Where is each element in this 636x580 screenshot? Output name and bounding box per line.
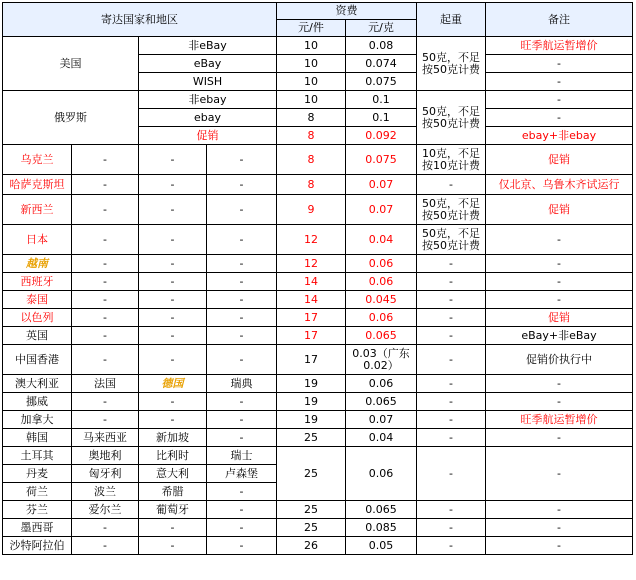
min-weight: - xyxy=(417,519,486,537)
country-cell: 马来西亚 xyxy=(72,429,139,447)
country-cell: - xyxy=(72,145,139,175)
country-cell: - xyxy=(72,225,139,255)
min-weight: 50克，不足按50克计费 xyxy=(417,225,486,255)
country-cell: - xyxy=(207,175,277,195)
country-cell: - xyxy=(207,345,277,375)
country-cell: - xyxy=(139,393,207,411)
platform-label: WISH xyxy=(139,73,277,91)
remark: - xyxy=(486,73,633,91)
remark: - xyxy=(486,429,633,447)
country-cell: 意大利 xyxy=(139,465,207,483)
remark: - xyxy=(486,393,633,411)
country-cell: 以色列 xyxy=(3,309,72,327)
price-per-item: 8 xyxy=(277,127,346,145)
price-per-gram: 0.065 xyxy=(346,501,417,519)
country-cell: 土耳其 xyxy=(3,447,72,465)
min-weight: - xyxy=(417,537,486,555)
remark: 促销 xyxy=(486,195,633,225)
price-per-item: 26 xyxy=(277,537,346,555)
price-per-gram: 0.045 xyxy=(346,291,417,309)
min-weight: - xyxy=(417,345,486,375)
remark: eBay+非eBay xyxy=(486,327,633,345)
country-cell: 希腊 xyxy=(139,483,207,501)
country-cell: - xyxy=(72,411,139,429)
country-cell: - xyxy=(139,345,207,375)
price-per-item: 25 xyxy=(277,501,346,519)
country-cell: 新加坡 xyxy=(139,429,207,447)
platform-label: eBay xyxy=(139,55,277,73)
country-usa: 美国 xyxy=(3,37,139,91)
price-per-gram: 0.085 xyxy=(346,519,417,537)
country-cell: 丹麦 xyxy=(3,465,72,483)
country-cell: - xyxy=(207,145,277,175)
country-cell: - xyxy=(72,519,139,537)
country-cell: - xyxy=(72,291,139,309)
min-weight: - xyxy=(417,447,486,501)
remark: ebay+非ebay xyxy=(486,127,633,145)
platform-label: 非ebay xyxy=(139,91,277,109)
country-cell: - xyxy=(139,195,207,225)
country-cell: - xyxy=(207,291,277,309)
price-per-gram: 0.075 xyxy=(346,145,417,175)
country-cell: 新西兰 xyxy=(3,195,72,225)
header-min-weight: 起重 xyxy=(417,3,486,37)
country-cell: - xyxy=(207,255,277,273)
country-cell: - xyxy=(139,519,207,537)
remark: 促销 xyxy=(486,309,633,327)
country-cell: - xyxy=(139,309,207,327)
country-cell: - xyxy=(207,273,277,291)
country-cell: - xyxy=(139,327,207,345)
country-cell: 卢森堡 xyxy=(207,465,277,483)
country-russia: 俄罗斯 xyxy=(3,91,139,145)
price-per-gram: 0.08 xyxy=(346,37,417,55)
price-per-item: 19 xyxy=(277,393,346,411)
price-per-item: 8 xyxy=(277,145,346,175)
price-per-item: 10 xyxy=(277,37,346,55)
header-per-gram: 元/克 xyxy=(346,20,417,37)
min-weight: - xyxy=(417,255,486,273)
country-cell: 匈牙利 xyxy=(72,465,139,483)
country-cell: - xyxy=(139,255,207,273)
min-weight: - xyxy=(417,327,486,345)
country-cell: 挪威 xyxy=(3,393,72,411)
price-per-item: 8 xyxy=(277,175,346,195)
remark: 促销 xyxy=(486,145,633,175)
price-per-item: 19 xyxy=(277,375,346,393)
remark: 促销价执行中 xyxy=(486,345,633,375)
country-cell: - xyxy=(207,537,277,555)
price-per-gram: 0.075 xyxy=(346,73,417,91)
price-per-gram: 0.1 xyxy=(346,109,417,127)
country-cell: - xyxy=(207,483,277,501)
price-per-item: 17 xyxy=(277,345,346,375)
platform-label: 促销 xyxy=(139,127,277,145)
country-cell: 英国 xyxy=(3,327,72,345)
country-cell: 瑞士 xyxy=(207,447,277,465)
remark: - xyxy=(486,291,633,309)
price-per-gram: 0.074 xyxy=(346,55,417,73)
price-per-item: 10 xyxy=(277,91,346,109)
remark: 旺季航运暂增价 xyxy=(486,411,633,429)
remark: - xyxy=(486,91,633,109)
price-per-gram: 0.07 xyxy=(346,175,417,195)
remark: 仅北京、乌鲁木齐试运行 xyxy=(486,175,633,195)
country-cell: 越南 xyxy=(3,255,72,273)
country-cell: - xyxy=(139,291,207,309)
country-cell: 哈萨克斯坦 xyxy=(3,175,72,195)
price-per-gram: 0.06 xyxy=(346,255,417,273)
price-per-gram: 0.06 xyxy=(346,447,417,501)
header-country: 寄达国家和地区 xyxy=(3,3,277,37)
price-per-item: 25 xyxy=(277,447,346,501)
price-per-gram: 0.065 xyxy=(346,327,417,345)
min-weight: 50克，不足按50克计费 xyxy=(417,91,486,145)
country-cell: - xyxy=(72,255,139,273)
country-cell: 比利时 xyxy=(139,447,207,465)
country-cell: - xyxy=(207,411,277,429)
price-per-item: 10 xyxy=(277,55,346,73)
price-per-gram: 0.05 xyxy=(346,537,417,555)
country-cell: - xyxy=(207,195,277,225)
country-cell: - xyxy=(72,195,139,225)
country-cell: 法国 xyxy=(72,375,139,393)
country-cell: - xyxy=(72,273,139,291)
price-per-gram: 0.03（广东0.02） xyxy=(346,345,417,375)
country-cell: 芬兰 xyxy=(3,501,72,519)
price-per-item: 25 xyxy=(277,429,346,447)
country-cell: - xyxy=(207,309,277,327)
country-cell: 瑞典 xyxy=(207,375,277,393)
remark: - xyxy=(486,501,633,519)
min-weight: - xyxy=(417,393,486,411)
platform-label: 非eBay xyxy=(139,37,277,55)
country-cell: 墨西哥 xyxy=(3,519,72,537)
remark: - xyxy=(486,537,633,555)
country-cell: 波兰 xyxy=(72,483,139,501)
country-cell: 日本 xyxy=(3,225,72,255)
country-cell: - xyxy=(207,519,277,537)
price-per-gram: 0.092 xyxy=(346,127,417,145)
country-cell: - xyxy=(139,273,207,291)
header-fee: 资费 xyxy=(277,3,417,20)
price-per-gram: 0.06 xyxy=(346,375,417,393)
min-weight: - xyxy=(417,273,486,291)
country-cell: - xyxy=(72,393,139,411)
price-per-gram: 0.07 xyxy=(346,195,417,225)
country-cell: - xyxy=(207,429,277,447)
country-cell: - xyxy=(72,309,139,327)
min-weight: - xyxy=(417,291,486,309)
price-per-item: 8 xyxy=(277,109,346,127)
price-per-item: 19 xyxy=(277,411,346,429)
price-per-item: 25 xyxy=(277,519,346,537)
country-cell: - xyxy=(72,327,139,345)
remark: - xyxy=(486,519,633,537)
min-weight: - xyxy=(417,309,486,327)
country-cell: - xyxy=(139,175,207,195)
price-per-gram: 0.06 xyxy=(346,309,417,327)
price-per-item: 17 xyxy=(277,327,346,345)
country-cell: 荷兰 xyxy=(3,483,72,501)
remark: - xyxy=(486,375,633,393)
country-cell: 泰国 xyxy=(3,291,72,309)
country-cell: - xyxy=(139,145,207,175)
shipping-rate-table xyxy=(2,2,633,555)
min-weight: - xyxy=(417,429,486,447)
country-cell: 沙特阿拉伯 xyxy=(3,537,72,555)
min-weight: 50克，不足按50克计费 xyxy=(417,37,486,91)
country-cell: 西班牙 xyxy=(3,273,72,291)
country-cell: - xyxy=(72,537,139,555)
min-weight: - xyxy=(417,411,486,429)
platform-label: ebay xyxy=(139,109,277,127)
country-cell: 爱尔兰 xyxy=(72,501,139,519)
remark: - xyxy=(486,55,633,73)
country-cell: 澳大利亚 xyxy=(3,375,72,393)
country-cell: - xyxy=(207,501,277,519)
header-per-item: 元/件 xyxy=(277,20,346,37)
country-cell: - xyxy=(207,225,277,255)
min-weight: - xyxy=(417,175,486,195)
country-cell: - xyxy=(139,537,207,555)
country-cell: 中国香港 xyxy=(3,345,72,375)
country-cell: - xyxy=(72,345,139,375)
country-cell: - xyxy=(72,175,139,195)
min-weight: - xyxy=(417,501,486,519)
price-per-gram: 0.06 xyxy=(346,273,417,291)
country-cell: 德国 xyxy=(139,375,207,393)
price-per-gram: 0.065 xyxy=(346,393,417,411)
price-per-item: 10 xyxy=(277,73,346,91)
price-per-gram: 0.04 xyxy=(346,429,417,447)
country-cell: 韩国 xyxy=(3,429,72,447)
header-remark: 备注 xyxy=(486,3,633,37)
country-cell: 葡萄牙 xyxy=(139,501,207,519)
price-per-item: 12 xyxy=(277,255,346,273)
price-per-item: 14 xyxy=(277,273,346,291)
min-weight: - xyxy=(417,375,486,393)
country-cell: - xyxy=(139,225,207,255)
remark: - xyxy=(486,273,633,291)
country-cell: 乌克兰 xyxy=(3,145,72,175)
price-per-item: 17 xyxy=(277,309,346,327)
country-cell: - xyxy=(207,393,277,411)
remark: - xyxy=(486,255,633,273)
price-per-item: 14 xyxy=(277,291,346,309)
price-per-item: 9 xyxy=(277,195,346,225)
min-weight: 10克，不足按10克计费 xyxy=(417,145,486,175)
remark: 旺季航运暂增价 xyxy=(486,37,633,55)
remark: - xyxy=(486,447,633,501)
price-per-gram: 0.04 xyxy=(346,225,417,255)
price-per-item: 12 xyxy=(277,225,346,255)
price-per-gram: 0.07 xyxy=(346,411,417,429)
country-cell: 加拿大 xyxy=(3,411,72,429)
remark: - xyxy=(486,109,633,127)
price-per-gram: 0.1 xyxy=(346,91,417,109)
country-cell: - xyxy=(207,327,277,345)
min-weight: 50克，不足按50克计费 xyxy=(417,195,486,225)
remark: - xyxy=(486,225,633,255)
country-cell: - xyxy=(139,411,207,429)
country-cell: 奥地利 xyxy=(72,447,139,465)
